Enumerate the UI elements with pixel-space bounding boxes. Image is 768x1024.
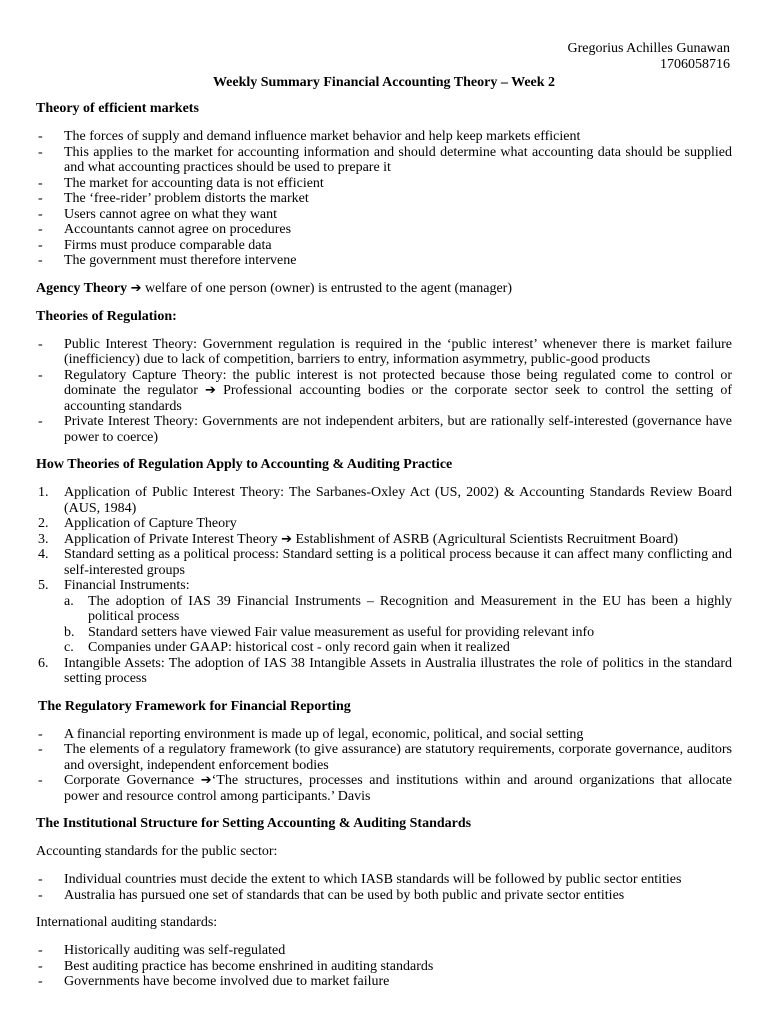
list-item: - Private Interest Theory: Governments are not independent arbiters, but are rationally self-interested (governance have power to coerce) bbox=[38, 414, 732, 445]
list-item: - The forces of supply and demand influence market behavior and help keep markets efficient bbox=[38, 129, 581, 144]
agency-theory-text: welfare of one person (owner) is entrusted to the agent (manager) bbox=[145, 280, 512, 296]
list-item: 6. Intangible Assets: The adoption of IAS 38 Intangible Assets in Australia illustrates the role of politics in the standard setting process bbox=[38, 655, 732, 686]
list-item: 4. Standard setting as a political process: Standard setting is a political process because it can affect many conflicting and self-interested groups bbox=[38, 547, 732, 578]
heading-institutional-structure: The Institutional Structure for Setting Accounting & Auditing Standards bbox=[36, 816, 472, 831]
list-item: - The market for accounting data is not efficient bbox=[38, 175, 324, 191]
document-body bbox=[36, 101, 732, 1002]
list-item: - Australia has pursued one set of standards that can be used by both public and private sector entities bbox=[38, 887, 625, 903]
list-item: 5. Financial Instruments: a. The adoption of IAS 39 Financial Instruments – Recognition and Measurement in the EU has been a highly political process b. Standard setters have viewed Fair value measurement as useful for providing relevant info c. Companies under GAAP: historical cost - only record gain when it realized bbox=[38, 578, 732, 655]
document-title: Weekly Summary Financial Accounting Theory – Week 2 bbox=[212, 75, 556, 90]
student-id: 1706058716 bbox=[660, 57, 730, 72]
efficient-markets-list bbox=[36, 129, 732, 269]
public-sector-list bbox=[36, 872, 732, 903]
heading-regulatory-framework: The Regulatory Framework for Financial Reporting bbox=[38, 698, 351, 714]
financial-instruments-sublist bbox=[64, 594, 732, 656]
heading-agency-theory: Agency Theory bbox=[36, 280, 128, 296]
list-item: - Individual countries must decide the extent to which IASB standards will be followed by public sector entities bbox=[38, 872, 682, 887]
regulation-list bbox=[36, 337, 732, 446]
right-arrow-icon: ➔ bbox=[130, 280, 142, 296]
right-arrow-icon: ➔ bbox=[200, 773, 212, 788]
list-item: - The government must therefore intervene bbox=[38, 253, 297, 268]
auditing-intro: International auditing standards: bbox=[36, 915, 218, 930]
list-item: - Accountants cannot agree on procedures bbox=[38, 222, 292, 237]
auditing-list bbox=[36, 943, 732, 990]
sub-list-item: a. The adoption of IAS 39 Financial Instruments – Recognition and Measurement in the EU has been a highly political process bbox=[64, 593, 732, 624]
list-item: 2. Application of Capture Theory bbox=[38, 516, 237, 531]
right-arrow-icon: ➔ bbox=[281, 531, 292, 547]
heading-efficient-markets: Theory of efficient markets bbox=[36, 101, 199, 116]
agency-theory-line bbox=[36, 281, 732, 297]
heading-theories-of-regulation: Theories of Regulation: bbox=[36, 308, 177, 324]
public-sector-intro: Accounting standards for the public sector: bbox=[36, 844, 278, 859]
heading-how-theories-apply: How Theories of Regulation Apply to Accounting & Auditing Practice bbox=[36, 457, 453, 472]
list-item: - Historically auditing was self-regulated bbox=[38, 943, 286, 958]
list-item: - Firms must produce comparable data bbox=[38, 237, 272, 253]
framework-list bbox=[36, 727, 732, 805]
list-item: - Best auditing practice has become enshrined in auditing standards bbox=[38, 958, 434, 974]
list-item: - A financial reporting environment is made up of legal, economic, political, and social setting bbox=[38, 726, 584, 742]
right-arrow-icon: ➔ bbox=[205, 383, 216, 398]
list-item: - Governments have become involved due to market failure bbox=[38, 974, 390, 989]
list-item: 1. Application of Public Interest Theory: The Sarbanes-Oxley Act (US, 2002) & Accounting Standards Review Board (AUS, 1984) bbox=[38, 485, 732, 516]
application-list bbox=[36, 485, 732, 687]
list-item: - The ‘free-rider’ problem distorts the market bbox=[38, 191, 309, 206]
sub-list-item: c. Companies under GAAP: historical cost - only record gain when it realized bbox=[64, 640, 510, 655]
list-item: - Public Interest Theory: Government regulation is required in the ‘public interest’ whenever there is market failure (inefficiency) due to lack of competition, barriers to entry, information asymmetry, public-good products bbox=[38, 336, 732, 367]
author-name: Gregorius Achilles Gunawan bbox=[567, 41, 730, 56]
author-block bbox=[567, 41, 730, 73]
list-item: - Corporate Governance ➔‘The structures, processes and institutions within and around organizations that allocate power and resource control among participants.’ Davis bbox=[38, 773, 733, 804]
list-item: - This applies to the market for accounting information and should determine what accounting data should be supplied and what accounting practices should be used to prepare it bbox=[38, 144, 732, 175]
sub-list-item: b. Standard setters have viewed Fair value measurement as useful for providing relevant info bbox=[64, 624, 595, 640]
list-item: - The elements of a regulatory framework (to give assurance) are statutory requirements, corporate governance, auditors and oversight, independent enforcement bodies bbox=[38, 742, 732, 773]
list-item: - Regulatory Capture Theory: the public interest is not protected because those being regulated come to control or dominate the regulator ➔ Professional accounting bodies or the corporate sector seek to control the setting of accounting standards bbox=[38, 367, 733, 414]
list-item: - Users cannot agree on what they want bbox=[38, 206, 278, 222]
list-item: 3. Application of Private Interest Theory ➔ Establishment of ASRB (Agricultural Scientists Recruitment Board) bbox=[38, 531, 679, 547]
